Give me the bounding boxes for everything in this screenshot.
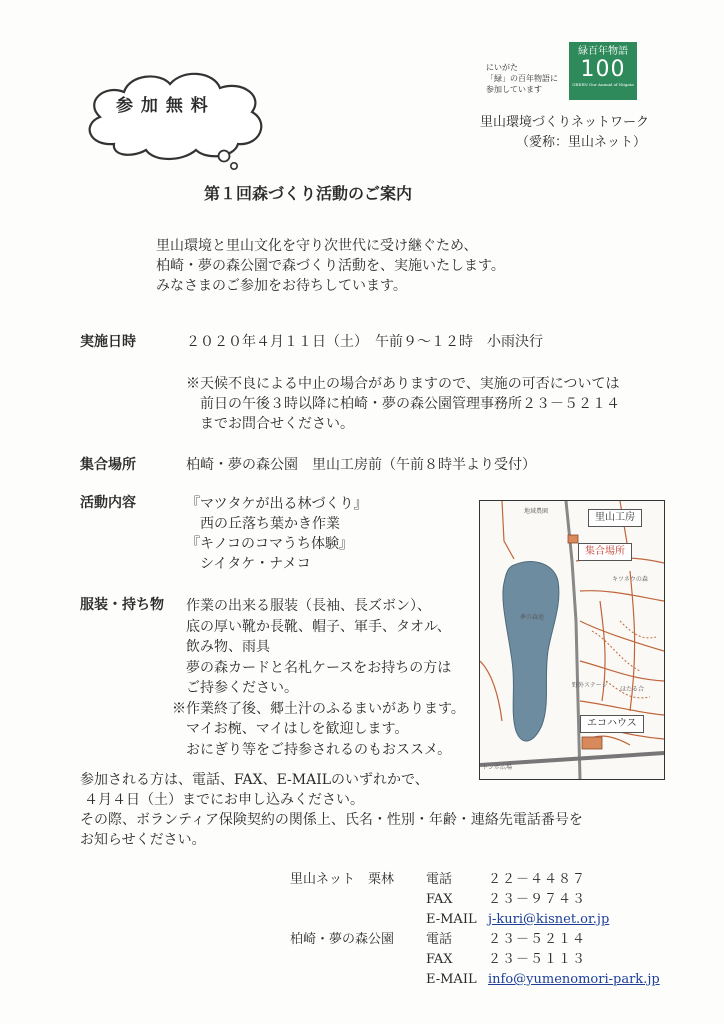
contact-tel-label: 電話 — [426, 932, 453, 947]
belongings-list: 作業の出来る服装（長袖、長ズボン）、 底の厚い靴か長靴、帽子、軍手、タオル、 飲み物、雨具 夢の森カードと名札ケースをお持ちの方は ご持参ください。 ※作業終了後、郷土汁のふるまいがあります。 マイお椀、マイはしを歓迎します。 おにぎり等をご持参されるのもおススメ。 — [172, 598, 465, 758]
green-100-logo: 緑百年物語 100 GREEN Our Annual of Niigata — [569, 42, 637, 100]
map-label-ecohouse: エコハウス — [580, 715, 644, 733]
logo-caption: にいがた 「緑」の百年物語に 参加しています — [486, 63, 558, 94]
pond-shape — [503, 562, 559, 742]
contact-tel-label: 電話 — [426, 872, 453, 887]
place-label: 集合場所 — [80, 457, 136, 473]
contact-fax-label: FAX — [426, 892, 453, 907]
activity-list: 『マツタケが出る林づくり』 西の丘落ち葉かき作業 『キノコのコマうち体験』 シイタケ・ナメコ — [186, 496, 368, 572]
place-value: 柏崎・夢の森公園 里山工房前（午前８時半より受付） — [186, 457, 536, 473]
map-drawing — [480, 501, 664, 779]
page-title: 第１回森づくり活動のご案内 — [204, 184, 413, 203]
application-text: 参加される方は、電話、FAX、E-MAILのいずれかで、 ４月４日（土）までにお申し込みください。 その際、ボランティア保険契約の関係上、氏名・性別・年齢・連絡先電話番号を お知らせください。 — [80, 772, 583, 848]
map-label-workshop: 里山工房 — [588, 509, 642, 527]
contact-mail-link[interactable]: j-kuri@kisnet.or.jp — [488, 912, 610, 927]
map-label-farm: 地域農園 — [524, 508, 549, 515]
map-label-tombo: トンボ広場 — [482, 764, 513, 771]
contact-mail-label: E-MAIL — [426, 912, 477, 927]
organizer-name: 里山環境づくりネットワーク — [480, 115, 650, 130]
contact-fax-label: FAX — [426, 952, 453, 967]
free-entry-badge: 参 加 無 料 — [116, 96, 209, 116]
park-map — [479, 500, 665, 780]
date-label: 実施日時 — [80, 334, 136, 350]
organizer-nickname: （愛称：里山ネット） — [516, 135, 647, 150]
map-label-stage: 野外ステージ — [572, 682, 608, 689]
contact-mail-label: E-MAIL — [426, 972, 477, 987]
map-label-hotaru: ほたる合 — [620, 686, 645, 693]
contact-org: 里山ネット 栗林 — [290, 872, 395, 887]
workshop-building — [568, 535, 578, 543]
contact-tel: ２２－４４８７ — [488, 872, 587, 887]
contact-fax: ２３－５１１３ — [488, 952, 587, 967]
map-label-meeting: 集合場所 — [578, 543, 632, 561]
belongings-label: 服装・持ち物 — [80, 597, 164, 613]
ecohouse-building — [582, 737, 602, 749]
intro-text: 里山環境と里山文化を守り次世代に受け継ぐため、 柏崎・夢の森公園で森づくり活動を、実施いたします。 みなさまのご参加をお待ちしています。 — [156, 238, 505, 294]
contact-tel: ２３－５２１４ — [488, 932, 587, 947]
date-value: ２０２０年４月１１日（土） 午前９〜１２時 小雨決行 — [186, 334, 543, 350]
date-notes: ※天候不良による中止の場合がありますので、実施の可否については 前日の午後３時以降に柏崎・夢の森公園管理事務所２３－５２１４ までお問合せください。 — [186, 376, 620, 432]
cloud-badge-icon — [74, 62, 274, 174]
map-label-forest: キツネウの森 — [612, 576, 648, 583]
contact-satoyama — [290, 871, 670, 935]
contact-park — [290, 931, 670, 995]
activity-label: 活動内容 — [80, 495, 136, 511]
contact-org: 柏崎・夢の森公園 — [290, 932, 395, 947]
contact-mail-link[interactable]: info@yumenomori-park.jp — [488, 972, 660, 987]
contact-fax: ２３－９７４３ — [488, 892, 587, 907]
map-label-pond: 夢の森池 — [520, 614, 545, 621]
